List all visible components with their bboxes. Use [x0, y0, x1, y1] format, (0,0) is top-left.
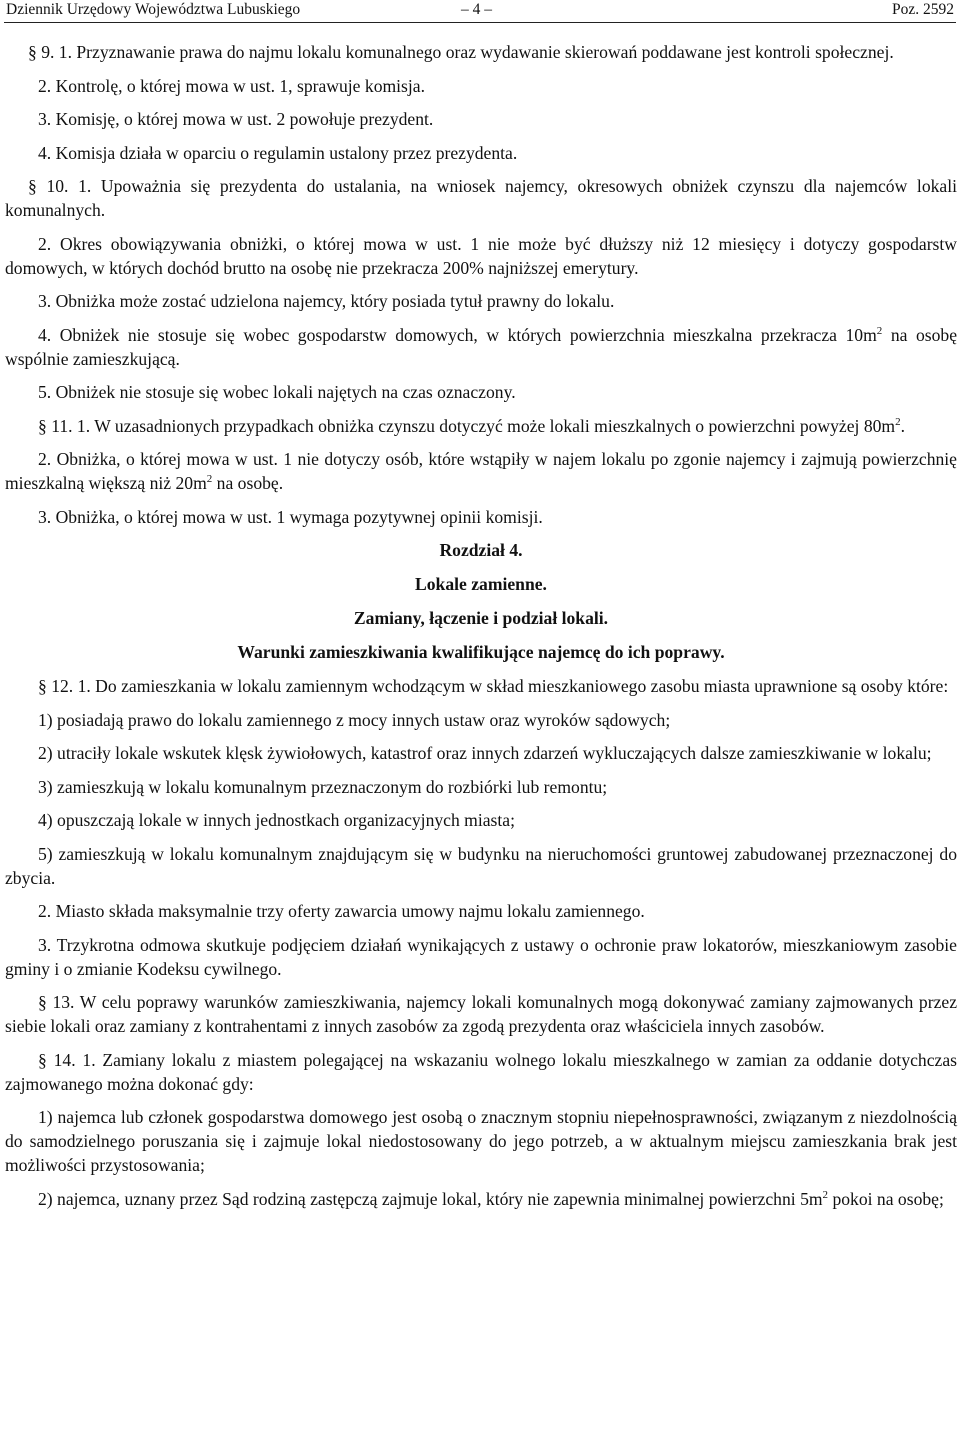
- section-9-paragraph-3: 3. Komisję, o której mowa w ust. 2 powołuje prezydent.: [38, 109, 434, 129]
- chapter-title-1: Lokale zamienne.: [415, 574, 547, 594]
- section-12-point-4: 4) opuszczają lokale w innych jednostkach organizacyjnych miasta;: [38, 810, 515, 830]
- position-number: Poz. 2592: [892, 1, 954, 18]
- section-10-paragraph-1: § 10. 1. Upoważnia się prezydenta do ustalania, na wniosek najemcy, okresowych obniżek czynszu dla najemców lokali komunalnych.: [5, 176, 957, 220]
- section-11-paragraph-2: 2. Obniżka, o której mowa w ust. 1 nie dotyczy osób, które wstąpiły w najem lokalu po zgonie najemcy i zajmują powierzchnię mieszkalną większą niż $20m^2$ na osobę.: [5, 449, 957, 493]
- section-11-paragraph-1: § 11. 1. W uzasadnionych przypadkach obniżka czynszu dotyczyć może lokali mieszkalnych o powierzchni powyżej $80m^2$.: [38, 415, 905, 436]
- section-14-point-1: 1) najemca lub członek gospodarstwa domowego jest osobą o znacznym stopniu niepełnosprawności, związanym z niezdolnością do samodzielnego poruszania się i zajmuje lokal niedostosowany do jego potrzeb, a w aktualnym miejscu zamieszkania brak jest możliwości przystosowania;: [5, 1107, 957, 1175]
- section-12-paragraph-1: § 12. 1. Do zamieszkania w lokalu zamiennym wchodzącym w skład mieszkaniowego zasobu miasta uprawnione są osoby które:: [38, 676, 949, 696]
- chapter-title-2: Zamiany, łączenie i podział lokali.: [353, 608, 609, 628]
- section-9-paragraph-4: 4. Komisja działa w oparciu o regulamin ustalony przez prezydenta.: [38, 142, 518, 163]
- section-12-point-1: 1) posiadają prawo do lokalu zamiennego z mocy innych ustaw oraz wyroków sądowych;: [38, 709, 671, 730]
- document-body: [5, 40, 957, 1220]
- section-11-paragraph-3: 3. Obniżka, o której mowa w ust. 1 wymaga pozytywnej opinii komisji.: [38, 506, 543, 527]
- header-rule: [4, 22, 956, 23]
- section-12-paragraph-2: 2. Miasto składa maksymalnie trzy oferty zawarcia umowy najmu lokalu zamiennego.: [38, 901, 645, 921]
- section-12-paragraph-3: 3. Trzykrotna odmowa skutkuje podjęciem działań wynikających z ustawy o ochronie praw lokatorów, mieszkaniowym zasobie gminy i o zmianie Kodeksu cywilnego.: [5, 934, 957, 979]
- page-number: – 4 –: [461, 1, 492, 18]
- chapter-heading: Rozdział 4.: [439, 540, 523, 560]
- section-13: § 13. W celu poprawy warunków zamieszkiwania, najemcy lokali komunalnych mogą dokonywać zamiany zajmowanych przez siebie lokali oraz zamiany z kontrahentami z innych zasobów za zgodą prezydenta oraz właściciela innych zasobów.: [5, 992, 957, 1036]
- section-12-point-3: 3) zamieszkują w lokalu komunalnym przeznaczonym do rozbiórki lub remontu;: [38, 776, 608, 797]
- section-14-paragraph-1: § 14. 1. Zamiany lokalu z miastem polegającej na wskazaniu wolnego lokalu mieszkalnego w zamian za oddanie dotychczas zajmowanego można dokonać gdy:: [5, 1049, 957, 1094]
- section-10-paragraph-5: 5. Obniżek nie stosuje się wobec lokali najętych na czas oznaczony.: [38, 382, 516, 402]
- section-9-paragraph-2: 2. Kontrolę, o której mowa w ust. 1, sprawuje komisja.: [38, 75, 426, 96]
- chapter-title-3: Warunki zamieszkiwania kwalifikujące najemcę do ich poprawy.: [237, 642, 725, 662]
- section-12-point-2: 2) utraciły lokale wskutek klęsk żywiołowych, katastrof oraz innych zdarzeń wykluczających dalsze zamieszkiwanie w lokalu;: [38, 743, 932, 763]
- journal-title: Dziennik Urzędowy Województwa Lubuskiego: [6, 1, 301, 18]
- section-14-point-2: 2) najemca, uznany przez Sąd rodziną zastępczą zajmuje lokal, który nie zapewnia minimalnej powierzchni $5m^2$ pokoi na osobę;: [38, 1188, 944, 1209]
- page-header: [6, 0, 954, 24]
- section-10-paragraph-2: 2. Okres obowiązywania obniżki, o której mowa w ust. 1 nie może być dłuższy niż 12 miesięcy i dotyczy gospodarstw domowych, w których dochód brutto na osobę nie przekracza 200% najniższej emerytury.: [5, 233, 957, 278]
- section-10-paragraph-3: 3. Obniżka może zostać udzielona najemcy, który posiada tytuł prawny do lokalu.: [38, 291, 615, 311]
- section-9-paragraph-1: § 9. 1. Przyznawanie prawa do najmu lokalu komunalnego oraz wydawanie skierowań poddawane jest kontroli społecznej.: [28, 42, 894, 62]
- section-12-point-5: 5) zamieszkują w lokalu komunalnym znajdującym się w budynku na nieruchomości gruntowej zabudowanej przeznaczonej do zbycia.: [5, 843, 957, 888]
- section-10-paragraph-4: 4. Obniżek nie stosuje się wobec gospodarstw domowych, w których powierzchnia mieszkalna przekracza $10m^2$ na osobę wspólnie zamieszkującą.: [5, 324, 958, 369]
